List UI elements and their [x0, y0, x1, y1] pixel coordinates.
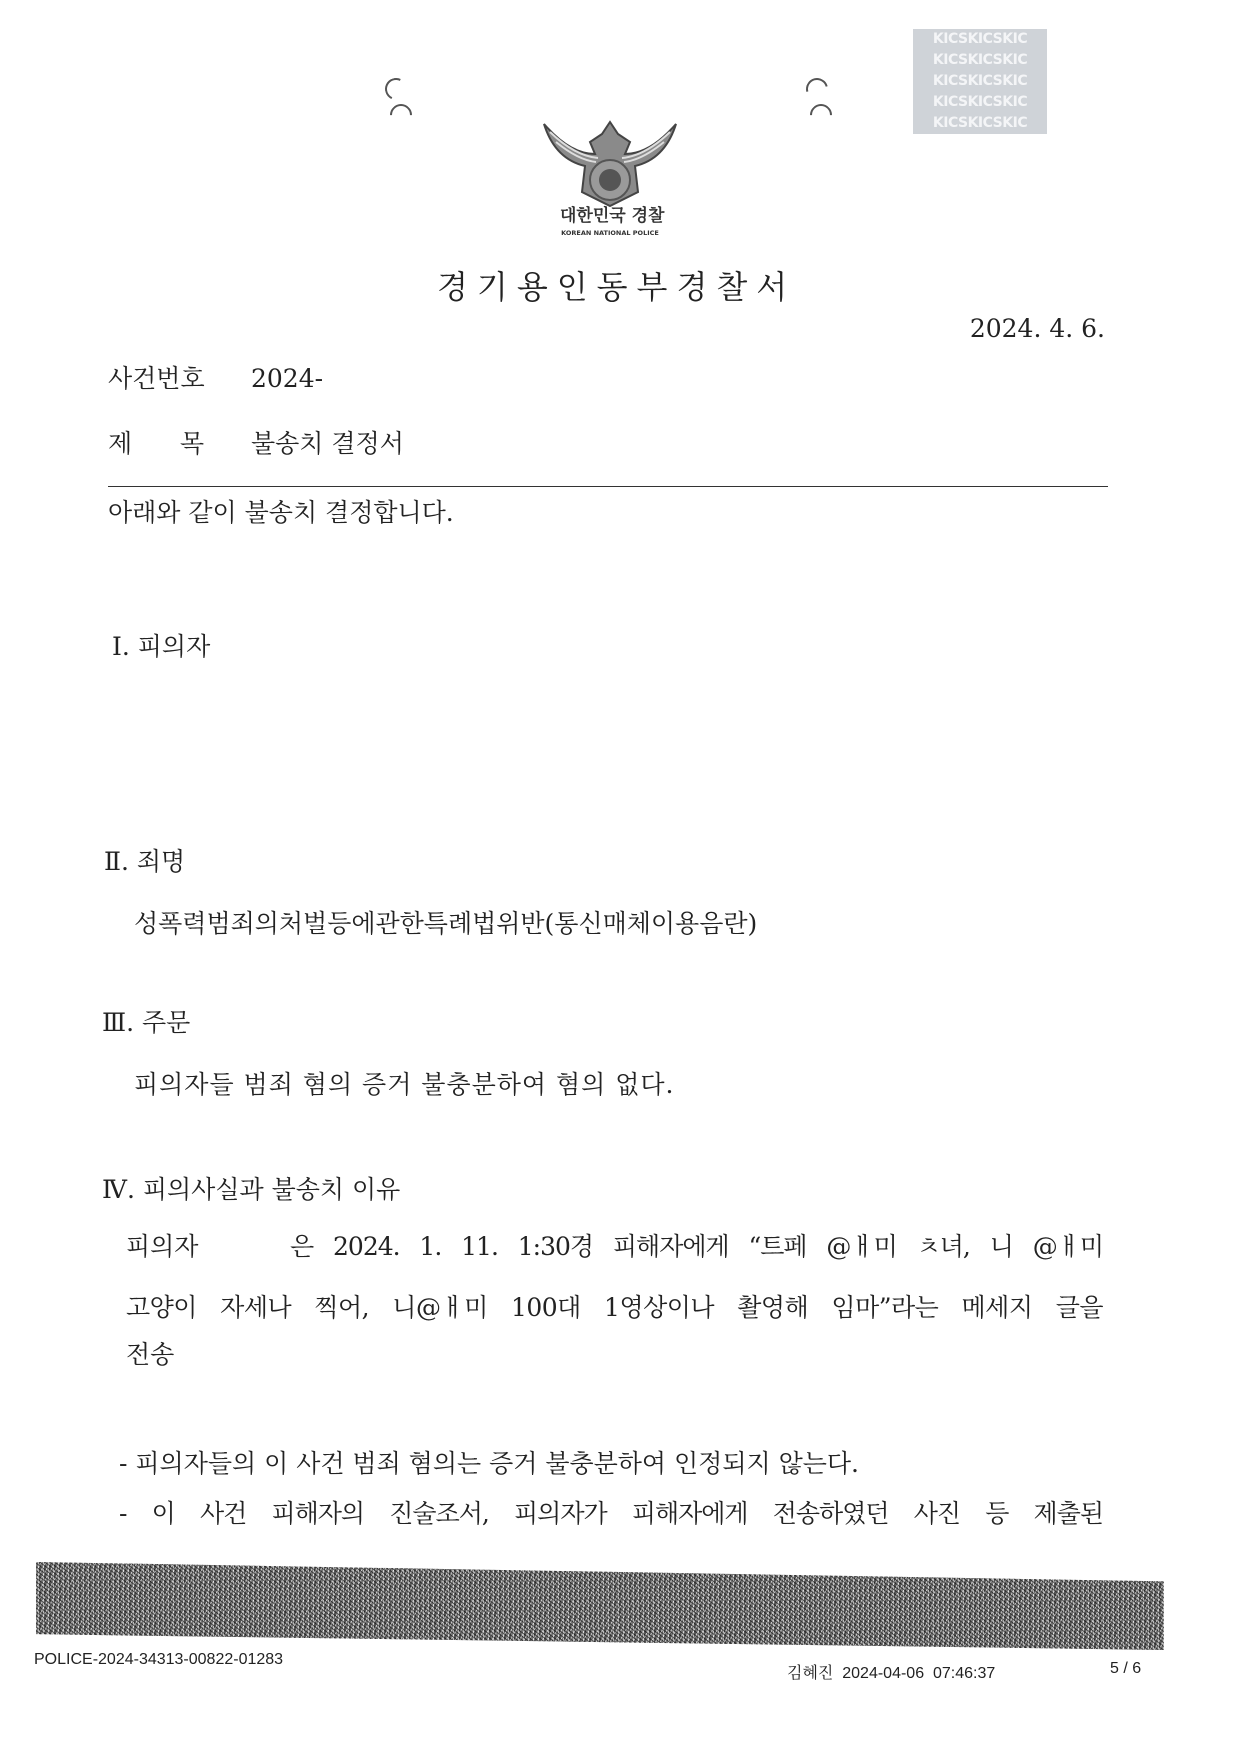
case-number-label: 사건번호	[108, 364, 205, 393]
case-number-value: 2024-	[251, 364, 324, 393]
binder-hole-mark	[802, 74, 832, 104]
binder-hole-mark	[385, 99, 416, 130]
subject-label: 제 목	[108, 429, 204, 458]
section-3-heading: Ⅲ. 주문	[102, 1008, 191, 1037]
security-noise-band	[36, 1562, 1164, 1650]
disposition-text: 피의자들 범죄 혐의 증거 불충분하여 혐의 없다.	[134, 1070, 675, 1099]
page-number: 5 / 6	[1110, 1660, 1142, 1677]
binder-hole-mark	[382, 75, 410, 103]
document-date: 2024. 4. 6.	[969, 314, 1105, 343]
section-4-heading: Ⅳ. 피의사실과 불송치 이유	[102, 1175, 401, 1204]
subject-value: 불송치 결정서	[251, 429, 404, 458]
facts-line-1: 은 2024. 1. 11. 1:30경 피해자에게 “트페 @ㅐ미 ㅊ녀, 니 @ㅐ미	[290, 1232, 1103, 1261]
watermark-row: KICSKICSKIC	[932, 73, 1028, 89]
watermark-row: KICSKICSKIC	[932, 31, 1028, 47]
intro-text: 아래와 같이 불송치 결정합니다.	[108, 498, 454, 527]
binder-hole-mark	[805, 99, 836, 130]
offense-name: 성폭력범죄의처벌등에관한특례법위반(통신매체이용음란)	[134, 909, 758, 938]
facts-line-2: 고양이 자세나 찍어, 니@ㅐ미 100대 1영상이나 촬영해 임마”라는 메세지 글을	[126, 1293, 1103, 1322]
issuer-timestamp: 김혜진 2024-04-06 07:46:37	[787, 1665, 996, 1682]
watermark-row: KICSKICSKIC	[932, 115, 1028, 131]
office-title: 경기용인동부경찰서	[437, 268, 797, 306]
logo-text-english: KOREAN NATIONAL POLICE	[561, 229, 659, 237]
watermark-row: KICSKICSKIC	[932, 52, 1028, 68]
watermark-row: KICSKICSKIC	[932, 94, 1028, 110]
header-divider	[108, 486, 1108, 487]
reason-bullet-2: - 이 사건 피해자의 진술조서, 피의자가 피해자에게 전송하였던 사진 등 제출된	[119, 1499, 1103, 1528]
reason-bullet-1: - 피의자들의 이 사건 범죄 혐의는 증거 불충분하여 인정되지 않는다.	[119, 1449, 859, 1478]
document-id: POLICE-2024-34313-00822-01283	[34, 1651, 284, 1668]
facts-subject: 피의자	[126, 1232, 199, 1261]
kics-watermark	[913, 29, 1047, 134]
section-1-heading: Ⅰ. 피의자	[112, 632, 211, 661]
section-2-heading: Ⅱ. 죄명	[104, 847, 186, 876]
police-emblem-icon	[540, 114, 680, 209]
logo-text-korean: 대한민국 경찰	[560, 206, 665, 226]
facts-line-3: 전송	[126, 1340, 175, 1369]
